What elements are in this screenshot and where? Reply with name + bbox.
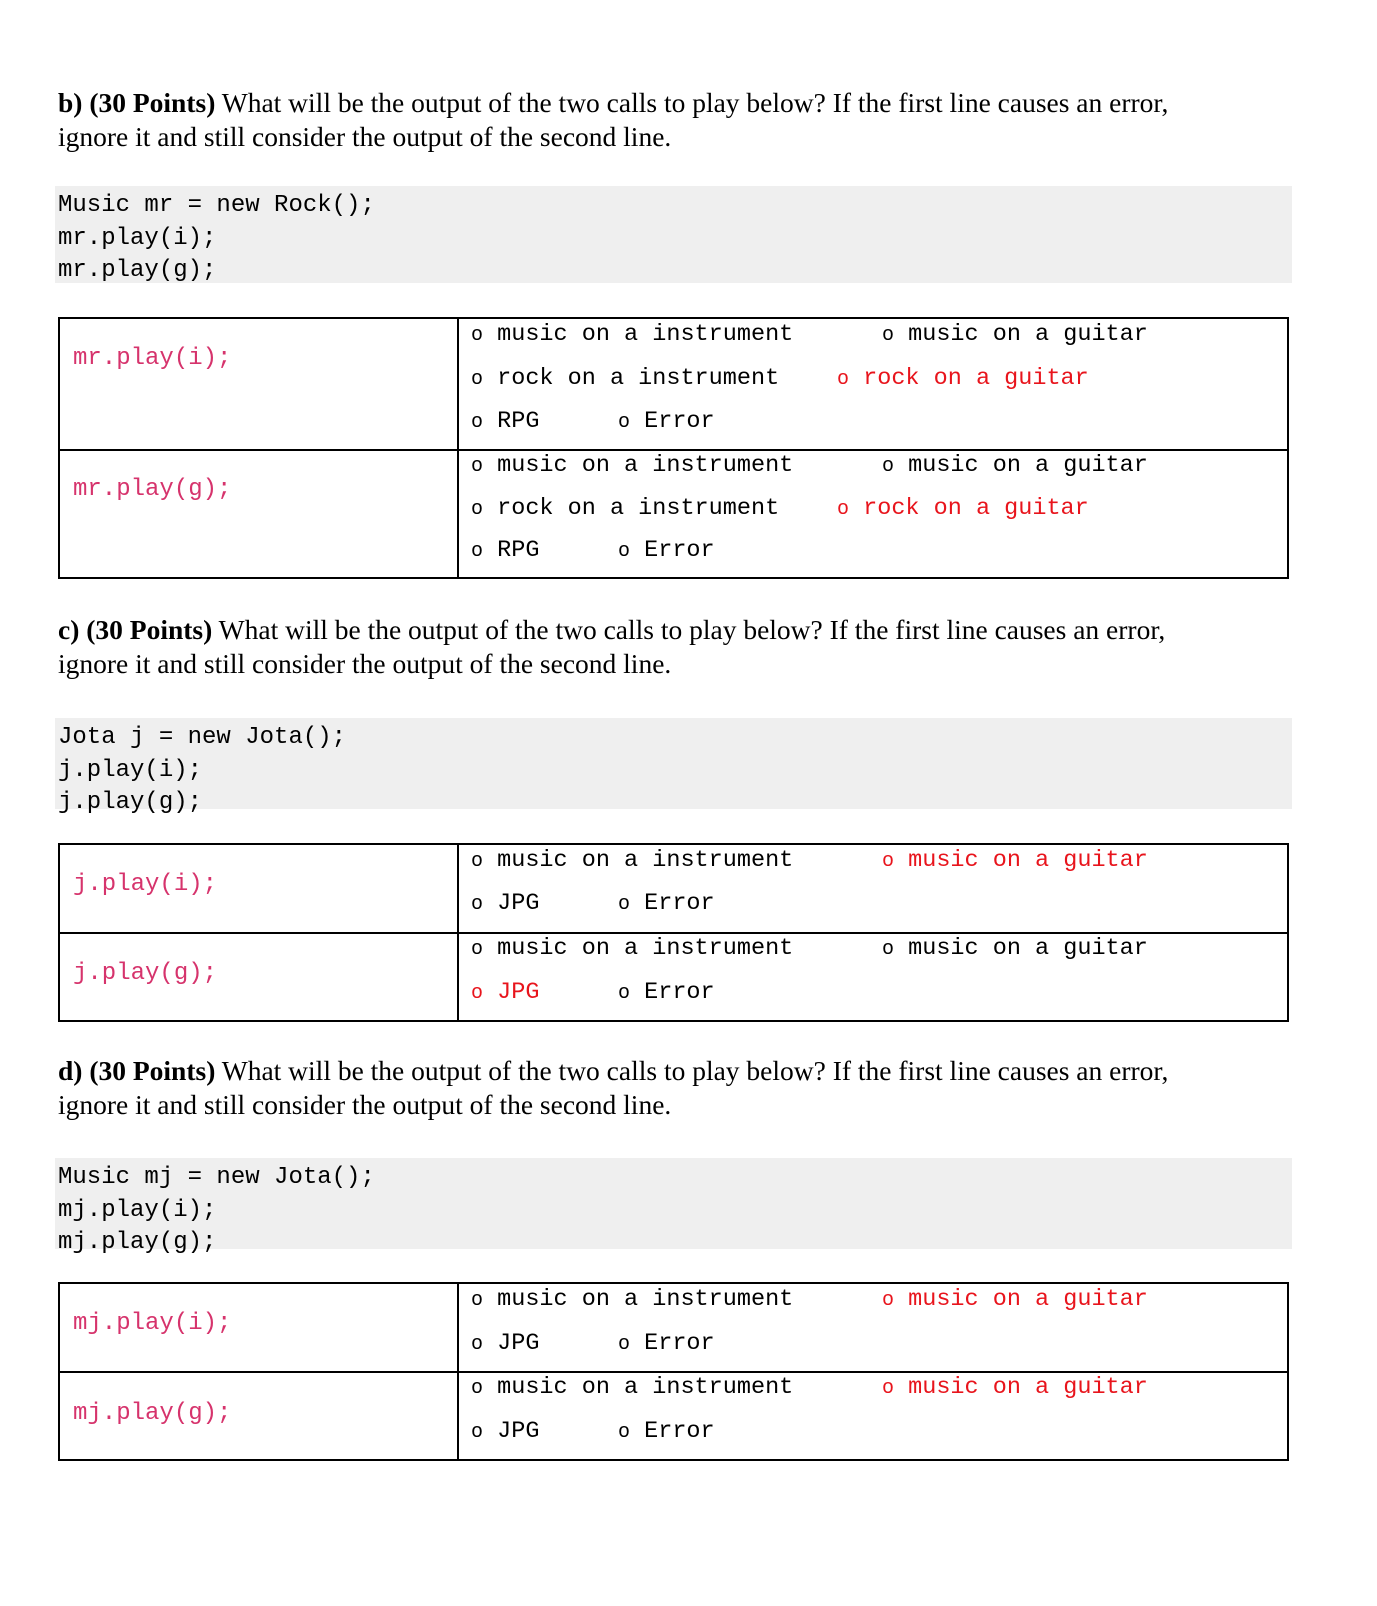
radio-option[interactable] bbox=[471, 365, 779, 392]
radio-option[interactable] bbox=[471, 935, 793, 962]
answer-table-b bbox=[58, 317, 1289, 579]
code-block-c bbox=[55, 718, 1292, 816]
radio-option[interactable] bbox=[618, 979, 715, 1006]
option-label: RPG bbox=[497, 537, 540, 564]
question-label: b) (30 Points) bbox=[58, 87, 216, 118]
call-label: mr.play(g); bbox=[73, 476, 232, 503]
option-label: Error bbox=[644, 1330, 715, 1357]
question-text: What will be the output of the two calls to play below? If the first line causes an error, bbox=[212, 614, 1166, 645]
radio-option[interactable] bbox=[618, 890, 715, 917]
code-line: j.play(i); bbox=[58, 756, 203, 784]
call-label: j.play(g); bbox=[73, 960, 218, 987]
radio-circle-icon: o bbox=[618, 411, 631, 434]
table-row bbox=[60, 319, 1287, 449]
radio-option[interactable] bbox=[471, 890, 539, 917]
option-label: music on a guitar bbox=[908, 452, 1148, 479]
code-line: j.play(g); bbox=[58, 789, 203, 816]
call-cell bbox=[60, 319, 459, 449]
radio-option[interactable] bbox=[618, 408, 715, 435]
call-cell bbox=[60, 845, 459, 932]
radio-circle-icon: o bbox=[471, 982, 484, 1005]
radio-option-selected[interactable] bbox=[837, 365, 1089, 392]
radio-option[interactable] bbox=[471, 1374, 793, 1401]
radio-circle-icon: o bbox=[618, 1333, 631, 1356]
question-b bbox=[58, 86, 1298, 154]
call-cell bbox=[60, 934, 459, 1020]
radio-circle-icon: o bbox=[618, 1421, 631, 1444]
radio-circle-icon: o bbox=[471, 1421, 484, 1444]
radio-circle-icon: o bbox=[471, 498, 484, 521]
radio-circle-icon: o bbox=[471, 455, 484, 478]
radio-circle-icon: o bbox=[882, 938, 895, 961]
call-cell bbox=[60, 1284, 459, 1371]
radio-circle-icon: o bbox=[471, 411, 484, 434]
option-label: JPG bbox=[497, 890, 540, 917]
radio-circle-icon: o bbox=[471, 368, 484, 391]
option-label: rock on a instrument bbox=[497, 365, 780, 392]
question-c bbox=[58, 613, 1298, 681]
option-label: music on a instrument bbox=[497, 321, 794, 348]
question-label: c) (30 Points) bbox=[58, 614, 213, 645]
radio-circle-icon: o bbox=[471, 938, 484, 961]
radio-circle-icon: o bbox=[471, 850, 484, 873]
call-label: mj.play(g); bbox=[73, 1400, 232, 1427]
option-label: music on a guitar bbox=[908, 321, 1148, 348]
call-cell bbox=[60, 1373, 459, 1459]
question-label: d) (30 Points) bbox=[58, 1055, 216, 1086]
radio-option[interactable] bbox=[471, 847, 793, 874]
radio-option[interactable] bbox=[471, 1330, 539, 1357]
radio-option-selected[interactable] bbox=[837, 495, 1089, 522]
option-label: music on a guitar bbox=[908, 935, 1148, 962]
question-text-2: ignore it and still consider the output of the second line. bbox=[58, 121, 672, 152]
radio-circle-icon: o bbox=[471, 324, 484, 347]
call-label: j.play(i); bbox=[73, 871, 218, 898]
code-line: mr.play(g); bbox=[58, 257, 217, 284]
call-label: mr.play(i); bbox=[73, 345, 232, 372]
radio-circle-icon: o bbox=[471, 540, 484, 563]
radio-option[interactable] bbox=[618, 1418, 715, 1445]
code-line: Music mr = new Rock(); bbox=[58, 192, 375, 219]
code-block-b bbox=[55, 186, 1292, 283]
radio-option[interactable] bbox=[882, 452, 1148, 479]
option-label: rock on a instrument bbox=[497, 495, 780, 522]
code-line: mr.play(i); bbox=[58, 224, 217, 252]
code-line: Jota j = new Jota(); bbox=[58, 724, 347, 751]
radio-circle-icon: o bbox=[471, 1377, 484, 1400]
radio-option-selected[interactable] bbox=[471, 979, 539, 1006]
radio-option[interactable] bbox=[618, 537, 715, 564]
radio-option[interactable] bbox=[471, 408, 539, 435]
option-label: JPG bbox=[497, 979, 540, 1006]
option-label: music on a instrument bbox=[497, 1286, 794, 1313]
radio-option[interactable] bbox=[882, 935, 1148, 962]
option-label: Error bbox=[644, 537, 715, 564]
option-label: music on a instrument bbox=[497, 847, 794, 874]
radio-circle-icon: o bbox=[618, 540, 631, 563]
option-label: music on a guitar bbox=[908, 1286, 1148, 1313]
radio-option[interactable] bbox=[882, 321, 1148, 348]
option-label: Error bbox=[644, 1418, 715, 1445]
call-label: mj.play(i); bbox=[73, 1310, 232, 1337]
radio-option-selected[interactable] bbox=[882, 1286, 1148, 1313]
code-line: mj.play(g); bbox=[58, 1229, 217, 1256]
table-row bbox=[60, 1371, 1287, 1459]
answer-table-d bbox=[58, 1282, 1289, 1461]
radio-option[interactable] bbox=[471, 321, 793, 348]
radio-circle-icon: o bbox=[471, 893, 484, 916]
radio-option[interactable] bbox=[471, 495, 779, 522]
question-text-2: ignore it and still consider the output of the second line. bbox=[58, 648, 672, 679]
radio-circle-icon: o bbox=[837, 498, 850, 521]
option-label: music on a instrument bbox=[497, 1374, 794, 1401]
table-row bbox=[60, 449, 1287, 577]
option-label: music on a instrument bbox=[497, 935, 794, 962]
radio-circle-icon: o bbox=[882, 455, 895, 478]
option-label: JPG bbox=[497, 1330, 540, 1357]
answer-table-c bbox=[58, 843, 1289, 1022]
code-block-d bbox=[55, 1158, 1292, 1256]
radio-circle-icon: o bbox=[618, 982, 631, 1005]
option-label: JPG bbox=[497, 1418, 540, 1445]
radio-option[interactable] bbox=[471, 1286, 793, 1313]
question-text-2: ignore it and still consider the output of the second line. bbox=[58, 1089, 672, 1120]
radio-circle-icon: o bbox=[882, 850, 895, 873]
option-label: rock on a guitar bbox=[863, 365, 1089, 392]
option-label: Error bbox=[644, 408, 715, 435]
option-label: Error bbox=[644, 979, 715, 1006]
option-label: rock on a guitar bbox=[863, 495, 1089, 522]
radio-circle-icon: o bbox=[882, 324, 895, 347]
option-label: Error bbox=[644, 890, 715, 917]
code-line: Music mj = new Jota(); bbox=[58, 1164, 375, 1191]
radio-circle-icon: o bbox=[882, 1377, 895, 1400]
code-line: mj.play(i); bbox=[58, 1196, 217, 1224]
radio-circle-icon: o bbox=[882, 1289, 895, 1312]
option-label: RPG bbox=[497, 408, 540, 435]
radio-option[interactable] bbox=[471, 537, 539, 564]
option-label: music on a guitar bbox=[908, 847, 1148, 874]
question-text: What will be the output of the two calls to play below? If the first line causes an error, bbox=[215, 87, 1169, 118]
table-row bbox=[60, 1284, 1287, 1371]
radio-option-selected[interactable] bbox=[882, 1374, 1148, 1401]
radio-option-selected[interactable] bbox=[882, 847, 1148, 874]
question-d bbox=[58, 1054, 1298, 1122]
radio-option[interactable] bbox=[471, 1418, 539, 1445]
table-row bbox=[60, 932, 1287, 1020]
radio-circle-icon: o bbox=[618, 893, 631, 916]
table-row bbox=[60, 845, 1287, 932]
call-cell bbox=[60, 451, 459, 577]
radio-circle-icon: o bbox=[471, 1289, 484, 1312]
radio-circle-icon: o bbox=[471, 1333, 484, 1356]
option-label: music on a guitar bbox=[908, 1374, 1148, 1401]
option-label: music on a instrument bbox=[497, 452, 794, 479]
radio-option[interactable] bbox=[618, 1330, 715, 1357]
radio-option[interactable] bbox=[471, 452, 793, 479]
question-text: What will be the output of the two calls to play below? If the first line causes an error, bbox=[215, 1055, 1169, 1086]
radio-circle-icon: o bbox=[837, 368, 850, 391]
